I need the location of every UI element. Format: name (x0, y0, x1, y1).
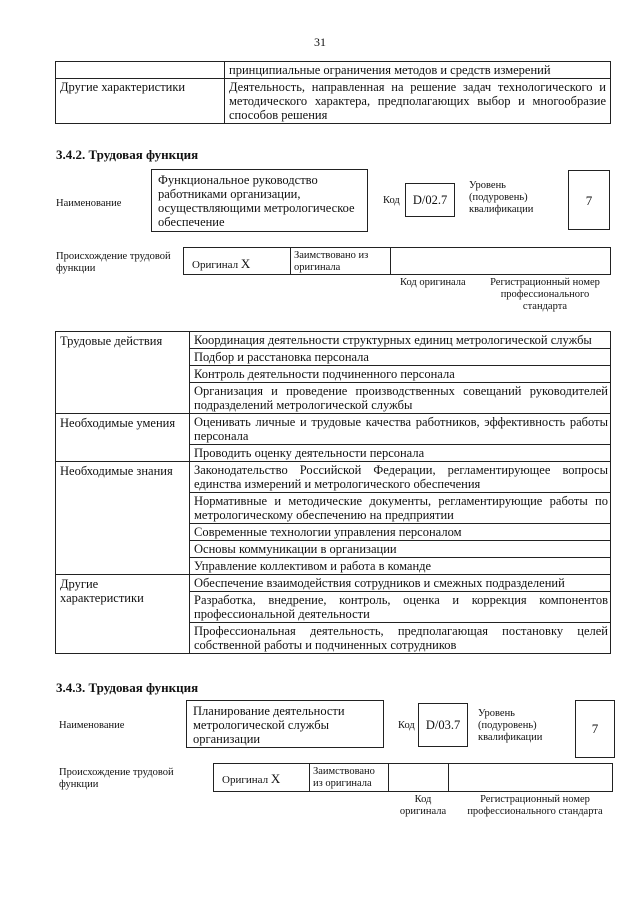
level-box: 7 (568, 170, 610, 230)
origin-label: Происхождение трудовой функции (59, 767, 174, 790)
table-cell: Подбор и расстановка персонала (190, 349, 611, 366)
table-cell (56, 62, 225, 79)
table-row (56, 414, 611, 445)
table-cell: Законодательство Российской Федерации, регламентирующее вопросы единства измерений и метрологического обеспечения (190, 462, 611, 493)
level-label: Уровень (подуровень) квалификации (478, 708, 543, 743)
origin-row (213, 763, 613, 792)
row-label: Трудовые действия (56, 332, 190, 414)
table-cell: Организация и проведение производственных совещаний руководителей подразделений метрологической службы (190, 383, 611, 414)
code-label: Код (383, 195, 400, 206)
divider (388, 763, 389, 792)
function-details-table (55, 331, 611, 654)
table-cell: Обеспечение взаимодействия сотрудников и смежных подразделений (190, 575, 611, 592)
origin-label: Происхождение трудовой функции (56, 251, 171, 274)
code-original-caption: Код оригинала (399, 794, 447, 817)
original-mark: X (240, 256, 251, 271)
code-box: D/03.7 (418, 703, 468, 747)
code-label: Код (398, 720, 415, 731)
table-cell: принципиальные ограничения методов и средств измерений (225, 62, 611, 79)
original-text: Оригинал (192, 259, 239, 271)
name-label: Наименование (56, 198, 122, 209)
section-heading: 3.4.2. Трудовая функция (56, 147, 199, 162)
original-mark: X (270, 771, 281, 786)
row-label: Другие характеристики (56, 575, 190, 654)
table-cell: Контроль деятельности подчиненного персонала (190, 366, 611, 383)
continuation-table (55, 61, 611, 124)
name-label: Наименование (59, 720, 125, 731)
section-heading: 3.4.3. Трудовая функция (56, 680, 199, 695)
table-row (56, 62, 611, 79)
table-row (56, 575, 611, 592)
table-cell: Управление коллективом и работа в команде (190, 558, 611, 575)
table-row (56, 462, 611, 493)
level-label: Уровень (подуровень) квалификации (469, 180, 534, 215)
original-label (192, 256, 250, 272)
divider (448, 763, 449, 792)
code-original-caption: Код оригинала (400, 277, 466, 288)
function-name-box: Планирование деятельности метрологической службы организации (186, 700, 384, 748)
original-label (222, 771, 280, 787)
table-cell: Координация деятельности структурных единиц метрологической службы (190, 332, 611, 349)
code-box: D/02.7 (405, 183, 455, 217)
table-cell: Профессиональная деятельность, предполагающая постановку целей собственной работы и подчиненных сотрудников (190, 623, 611, 654)
row-label: Необходимые умения (56, 414, 190, 462)
borrowed-label: Заимствовано из оригинала (294, 250, 369, 273)
row-label: Другие характеристики (56, 79, 225, 124)
divider (290, 247, 291, 275)
table-cell: Проводить оценку деятельности персонала (190, 445, 611, 462)
function-name-box: Функциональное руководство работниками организации, осуществляющими метрологическое обеспечение (151, 169, 368, 232)
table-cell: Разработка, внедрение, контроль, оценка и коррекция компонентов профессиональной деятельности (190, 592, 611, 623)
origin-row (183, 247, 611, 275)
table-row (56, 79, 611, 124)
borrowed-label: Заимствовано из оригинала (313, 766, 375, 789)
table-row (56, 332, 611, 349)
original-text: Оригинал (222, 774, 269, 786)
reg-number-caption: Регистрационный номер профессионального стандарта (467, 794, 603, 817)
table-cell: Нормативные и методические документы, регламентирующие работы по метрологическому обеспечению на предприятии (190, 493, 611, 524)
row-label: Необходимые знания (56, 462, 190, 575)
table-cell: Оценивать личные и трудовые качества работников, эффективность работы персонала (190, 414, 611, 445)
reg-number-caption: Регистрационный номер профессионального стандарта (490, 277, 600, 312)
divider (390, 247, 391, 275)
table-cell: Основы коммуникации в организации (190, 541, 611, 558)
table-cell: Современные технологии управления персоналом (190, 524, 611, 541)
table-cell: Деятельность, направленная на решение задач технологического и методического характера, предполагающих выбор и многообразие способов решения (225, 79, 611, 124)
level-box: 7 (575, 700, 615, 758)
page-number: 31 (314, 35, 326, 49)
divider (309, 763, 310, 792)
